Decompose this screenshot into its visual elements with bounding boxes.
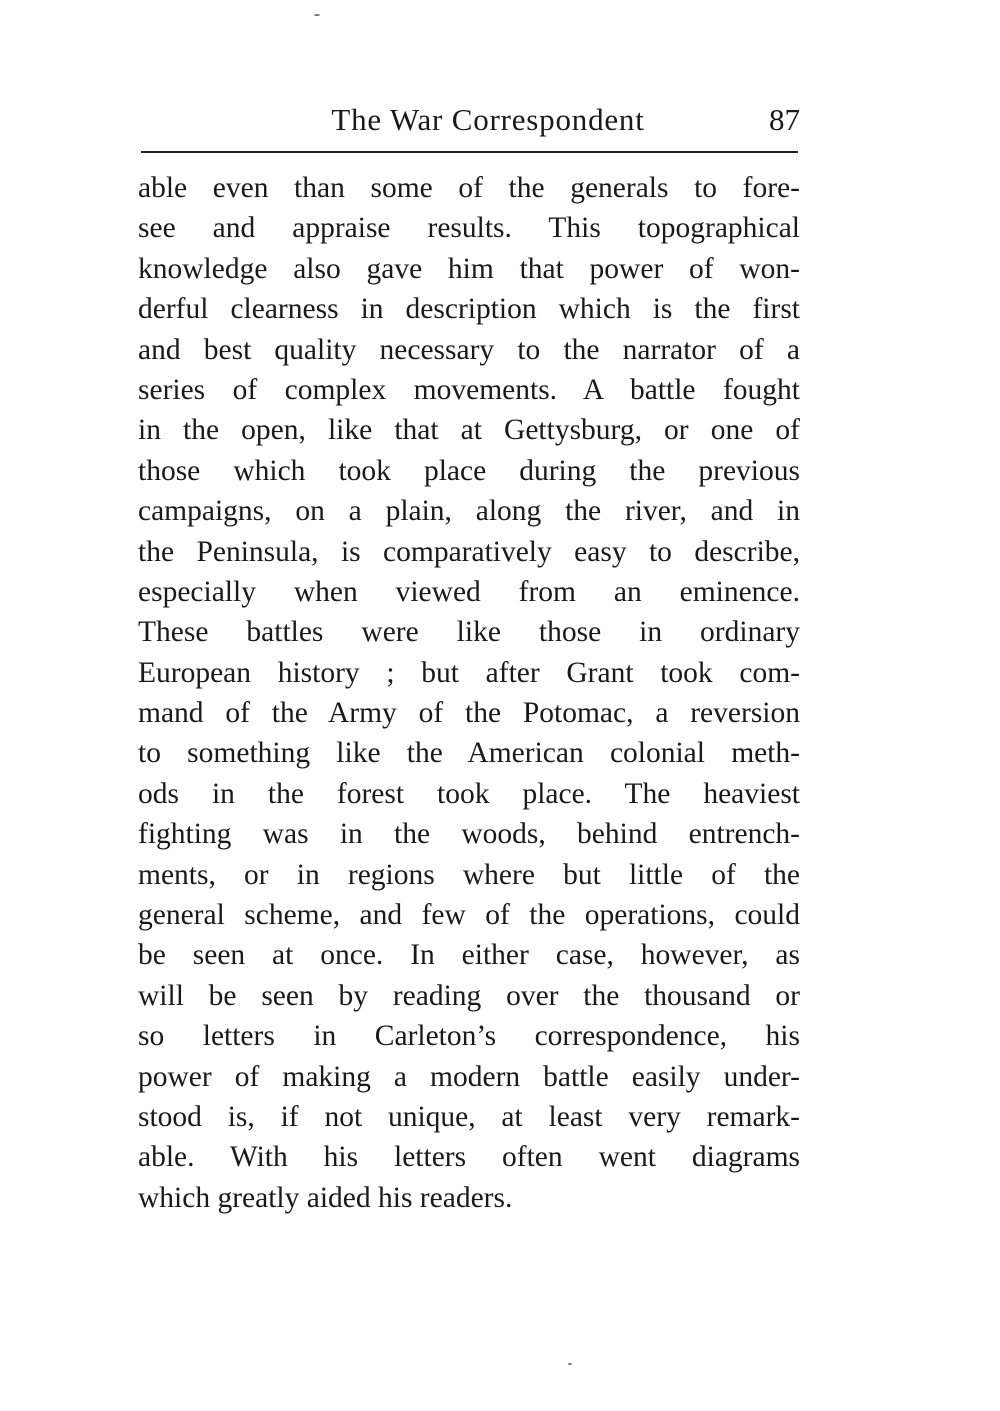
text-line: mand of the Army of the Potomac, a reversion	[138, 697, 800, 730]
text-line: which greatly aided his readers.	[138, 1181, 513, 1214]
text-line: ments, or in regions where but little of the	[138, 858, 800, 891]
text-line: the Peninsula, is comparatively easy to describe,	[138, 535, 800, 568]
page-number: 87	[769, 102, 800, 137]
text-line: fighting was in the woods, behind entrench-	[138, 818, 800, 851]
text-line: knowledge also gave him that power of won-	[138, 252, 800, 285]
text-line: general scheme, and few of the operations, could	[138, 899, 800, 932]
text-line: be seen at once. In either case, however, as	[138, 939, 800, 972]
body-text	[138, 168, 800, 1218]
text-line: and best quality necessary to the narrator of a	[138, 333, 800, 366]
text-line: ods in the forest took place. The heaviest	[138, 777, 800, 810]
text-line: campaigns, on a plain, along the river, and in	[138, 495, 800, 528]
text-line: in the open, like that at Gettysburg, or one of	[138, 414, 800, 447]
text-line: see and appraise results. This topographical	[138, 212, 800, 245]
text-line: those which took place during the previous	[138, 454, 800, 487]
text-line: power of making a modern battle easily under-	[138, 1060, 800, 1093]
text-line: series of complex movements. A battle fought	[138, 373, 800, 406]
page-speck-top	[314, 14, 320, 16]
text-line: will be seen by reading over the thousand or	[138, 979, 800, 1012]
running-title: The War Correspondent	[331, 102, 645, 137]
text-line: able even than some of the generals to fore-	[138, 172, 800, 204]
text-line: European history ; but after Grant took com-	[138, 656, 800, 689]
text-line: so letters in Carleton’s correspondence, his	[138, 1020, 800, 1053]
text-line: especially when viewed from an eminence.	[138, 575, 800, 608]
page-speck-bottom	[568, 1363, 572, 1365]
text-line: able. With his letters often went diagrams	[138, 1141, 800, 1174]
text-line: to something like the American colonial meth-	[138, 737, 800, 770]
text-line: derful clearness in description which is the first	[138, 293, 800, 326]
text-line: These battles were like those in ordinary	[138, 616, 800, 649]
running-head	[138, 98, 800, 142]
text-line: stood is, if not unique, at least very remark-	[138, 1100, 800, 1133]
header-rule	[141, 151, 798, 153]
